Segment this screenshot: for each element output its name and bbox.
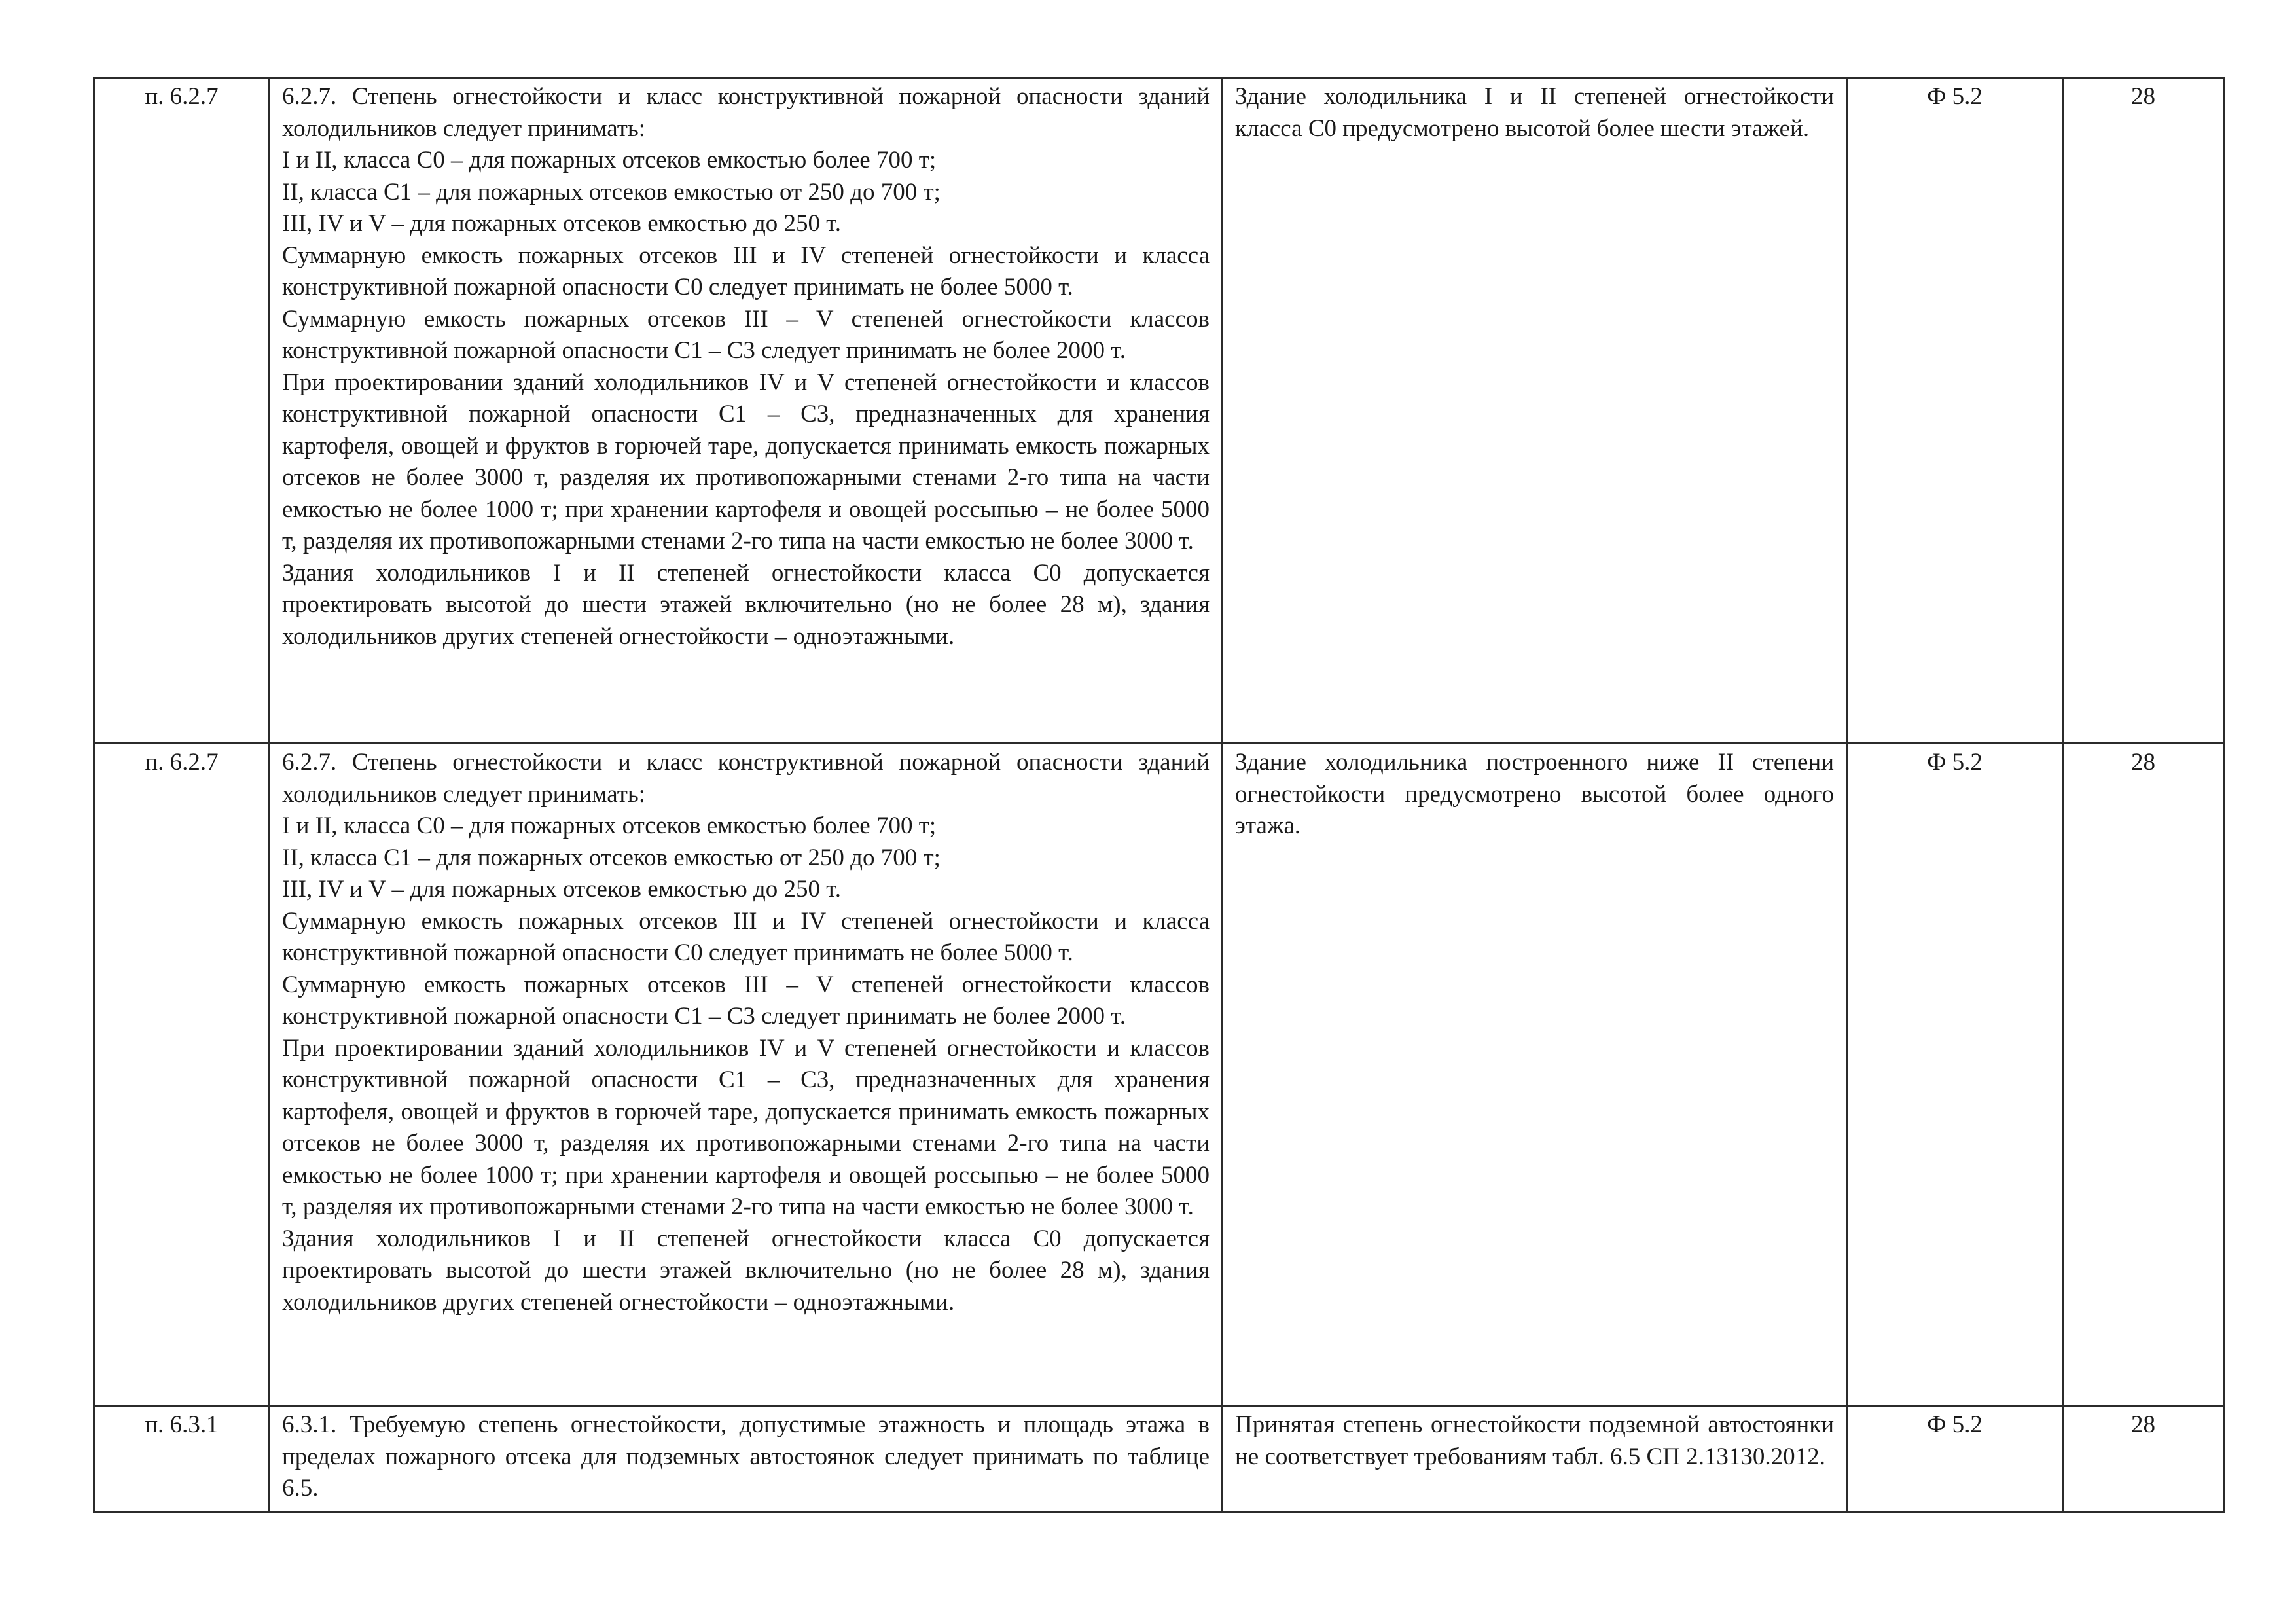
page-cell xyxy=(2063,78,2224,744)
requirement-cell xyxy=(270,78,1223,744)
finding-cell xyxy=(1223,78,1847,744)
requirement-paragraph: Здания холодильников I и II степеней огнестойкости класса С0 допускается проектировать высотой до шести этажей включительно (но не более 28 м), здания холодильников других степеней огнестойкости – одноэтажными. xyxy=(282,1225,1210,1316)
requirement-paragraph: II, класса С1 – для пожарных отсеков емкостью от 250 до 700 т; xyxy=(282,178,941,206)
table-row xyxy=(94,744,2224,1406)
code-cell xyxy=(1847,744,2063,1406)
clause-ref: п. 6.3.1 xyxy=(145,1411,219,1438)
requirement-paragraph: При проектировании зданий холодильников IV и V степеней огнестойкости и классов конструктивной пожарной опасности С1 – С3, предназначенных для хранения картофеля, овощей и фруктов в горючей таре, допускается принимать емкость пожарных отсеков не более 3000 т, разделяя их противопожарными стенами 2-го типа на части емкостью не более 1000 т; при хранении картофеля и овощей россыпью – не более 5000 т, разделяя их противопожарными стенами 2-го типа на части емкостью не более 3000 т. xyxy=(282,369,1210,554)
page-number: 28 xyxy=(2131,1411,2155,1438)
violation-code: Ф 5.2 xyxy=(1927,1411,1982,1438)
page-cell xyxy=(2063,744,2224,1406)
violation-code: Ф 5.2 xyxy=(1927,749,1982,776)
table-row xyxy=(94,1406,2224,1512)
clause-cell xyxy=(94,78,270,744)
clause-ref: п. 6.2.7 xyxy=(145,749,219,776)
requirement-paragraph: 6.2.7. Степень огнестойкости и класс конструктивной пожарной опасности зданий холодильников следует принимать: xyxy=(282,749,1210,808)
finding-cell xyxy=(1223,744,1847,1406)
requirement-paragraph: 6.2.7. Степень огнестойкости и класс конструктивной пожарной опасности зданий холодильников следует принимать: xyxy=(282,83,1210,142)
finding-text: Принятая степень огнестойкости подземной автостоянки не соответствует требованиям табл. 6.5 СП 2.13130.2012. xyxy=(1235,1411,1834,1470)
clause-cell xyxy=(94,744,270,1406)
requirement-paragraph: 6.3.1. Требуемую степень огнестойкости, допустимые этажность и площадь этажа в пределах пожарного отсека для подземных автостоянок следует принимать по таблице 6.5. xyxy=(282,1411,1210,1502)
requirement-paragraph: II, класса С1 – для пожарных отсеков емкостью от 250 до 700 т; xyxy=(282,844,941,871)
table-row xyxy=(94,78,2224,744)
requirement-paragraph: Суммарную емкость пожарных отсеков III и IV степеней огнестойкости и класса конструктивной пожарной опасности С0 следует принимать не более 5000 т. xyxy=(282,242,1210,300)
finding-cell xyxy=(1223,1406,1847,1512)
page-cell xyxy=(2063,1406,2224,1512)
requirement-paragraph: III, IV и V – для пожарных отсеков емкостью до 250 т. xyxy=(282,210,841,237)
finding-text: Здание холодильника I и II степеней огнестойкости класса С0 предусмотрено высотой более шести этажей. xyxy=(1235,83,1834,142)
clause-ref: п. 6.2.7 xyxy=(145,83,219,110)
code-cell xyxy=(1847,1406,2063,1512)
requirement-paragraph: Суммарную емкость пожарных отсеков III – V степеней огнестойкости классов конструктивной пожарной опасности С1 – С3 следует принимать не более 2000 т. xyxy=(282,971,1210,1030)
requirement-paragraph: Здания холодильников I и II степеней огнестойкости класса С0 допускается проектировать высотой до шести этажей включительно (но не более 28 м), здания холодильников других степеней огнестойкости – одноэтажными. xyxy=(282,559,1210,650)
finding-text: Здание холодильника построенного ниже II степени огнестойкости предусмотрено высотой более одного этажа. xyxy=(1235,749,1834,839)
page-number: 28 xyxy=(2131,749,2155,776)
requirement-paragraph: III, IV и V – для пожарных отсеков емкостью до 250 т. xyxy=(282,876,841,903)
page-number: 28 xyxy=(2131,83,2155,110)
code-cell xyxy=(1847,78,2063,744)
requirement-paragraph: При проектировании зданий холодильников IV и V степеней огнестойкости и классов конструктивной пожарной опасности С1 – С3, предназначенных для хранения картофеля, овощей и фруктов в горючей таре, допускается принимать емкость пожарных отсеков не более 3000 т, разделяя их противопожарными стенами 2-го типа на части емкостью не более 1000 т; при хранении картофеля и овощей россыпью – не более 5000 т, разделяя их противопожарными стенами 2-го типа на части емкостью не более 3000 т. xyxy=(282,1034,1210,1220)
requirement-paragraph: Суммарную емкость пожарных отсеков III и IV степеней огнестойкости и класса конструктивной пожарной опасности С0 следует принимать не более 5000 т. xyxy=(282,907,1210,966)
requirement-paragraph: Суммарную емкость пожарных отсеков III – V степеней огнестойкости классов конструктивной пожарной опасности С1 – С3 следует принимать не более 2000 т. xyxy=(282,305,1210,364)
requirement-paragraph: I и II, класса С0 – для пожарных отсеков емкостью более 700 т; xyxy=(282,812,937,839)
requirement-cell xyxy=(270,744,1223,1406)
requirement-paragraph: I и II, класса С0 – для пожарных отсеков емкостью более 700 т; xyxy=(282,147,937,173)
requirement-cell xyxy=(270,1406,1223,1512)
clause-cell xyxy=(94,1406,270,1512)
inspection-table xyxy=(93,77,2225,1513)
violation-code: Ф 5.2 xyxy=(1927,83,1982,110)
